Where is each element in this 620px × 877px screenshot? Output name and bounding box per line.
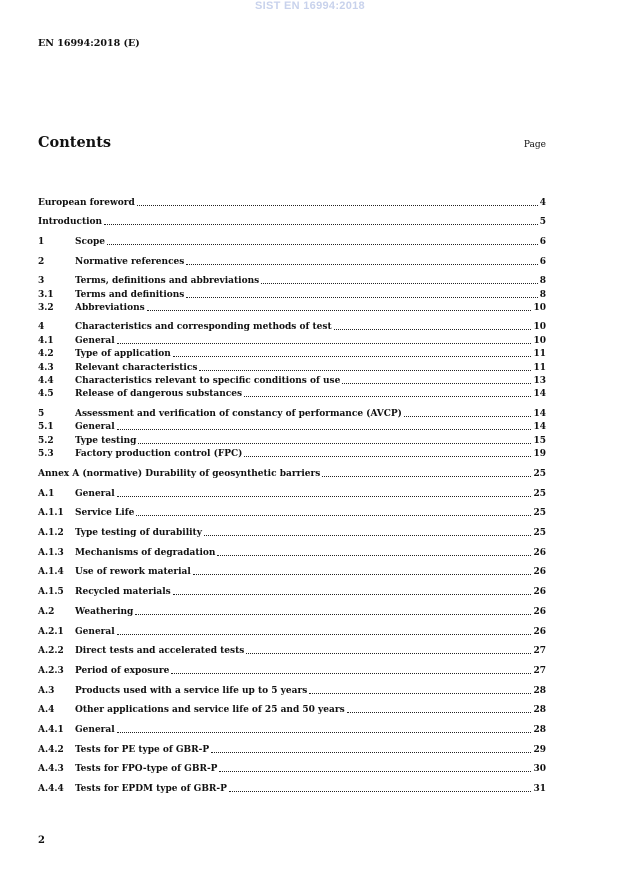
toc-entry[interactable] <box>38 704 546 716</box>
toc-dot-leader <box>193 574 532 575</box>
toc-entry-title: General <box>75 725 115 735</box>
toc-entry-title: Products used with a service life up to 5 years <box>75 686 308 696</box>
toc-entry[interactable] <box>38 348 546 360</box>
toc-entry-title: Type testing of durability <box>75 528 202 538</box>
toc-entry-page: 28 <box>533 686 546 696</box>
toc-entry-number: A.4.4 <box>38 784 64 794</box>
toc-entry-page: 26 <box>533 607 546 617</box>
toc-entry-page: 13 <box>533 376 546 386</box>
toc-entry-number: A.1.2 <box>38 528 64 538</box>
toc-dot-leader <box>342 383 531 384</box>
toc-entry[interactable] <box>38 375 546 387</box>
toc-entry-number: 5.2 <box>38 436 54 446</box>
toc-dot-leader <box>147 310 532 311</box>
toc-entry[interactable] <box>38 527 546 539</box>
toc-dot-leader <box>244 396 531 397</box>
toc-entry[interactable] <box>38 435 546 447</box>
watermark: SIST EN 16994:2018 <box>255 0 365 12</box>
toc-entry[interactable] <box>38 606 546 618</box>
toc-entry-title: Tests for EPDM type of GBR-P <box>75 784 227 794</box>
toc-entry[interactable] <box>38 448 546 460</box>
toc-dot-leader <box>117 496 532 497</box>
toc-dot-leader <box>322 476 531 477</box>
toc-entry-number: 3.1 <box>38 290 54 300</box>
toc-entry-page: 8 <box>539 290 546 300</box>
toc-entry-title: Factory production control (FPC) <box>75 449 243 459</box>
toc-entry-title: Mechanisms of degradation <box>75 548 216 558</box>
toc-entry-number: A.1 <box>38 489 55 499</box>
toc-entry[interactable] <box>38 256 546 268</box>
toc-entry-page: 15 <box>533 436 546 446</box>
toc-entry-title: Direct tests and accelerated tests <box>75 646 245 656</box>
toc-entry-number: 5 <box>38 409 45 419</box>
toc-entry[interactable] <box>38 507 546 519</box>
toc-entry-page: 8 <box>539 276 546 286</box>
toc-dot-leader <box>137 205 538 206</box>
toc-entry-page: 27 <box>533 646 546 656</box>
toc-entry-title: Tests for FPO-type of GBR-P <box>75 764 218 774</box>
toc-entry[interactable] <box>38 645 546 657</box>
toc-entry-title: Use of rework material <box>75 567 191 577</box>
toc-entry-title: Weathering <box>75 607 134 617</box>
toc-entry-page: 11 <box>533 349 546 359</box>
toc-entry[interactable] <box>38 362 546 374</box>
toc-entry-number: 3 <box>38 276 45 286</box>
toc-entry-page: 25 <box>533 528 546 538</box>
toc-entry-title: General <box>75 627 115 637</box>
toc-entry[interactable] <box>38 783 546 795</box>
toc-entry-number: A.2.2 <box>38 646 64 656</box>
toc-entry-title: Terms, definitions and abbreviations <box>75 276 260 286</box>
toc-entry[interactable] <box>38 388 546 400</box>
toc-entry[interactable] <box>38 665 546 677</box>
toc-entry-title: Characteristics relevant to specific conditions of use <box>75 376 341 386</box>
toc-entry-number: A.4.2 <box>38 745 64 755</box>
toc-entry[interactable] <box>38 236 546 248</box>
toc-entry-page: 26 <box>533 627 546 637</box>
toc-entry-page: 6 <box>539 257 546 267</box>
toc-dot-leader <box>244 456 531 457</box>
toc-dot-leader <box>219 771 531 772</box>
toc-entry-number: A.4 <box>38 705 55 715</box>
toc-dot-leader <box>117 343 532 344</box>
toc-entry-page: 14 <box>533 389 546 399</box>
toc-dot-leader <box>186 297 537 298</box>
toc-dot-leader <box>171 673 531 674</box>
toc-entry-number: A.4.1 <box>38 725 64 735</box>
toc-entry-page: 25 <box>533 508 546 518</box>
toc-entry-page: 26 <box>533 567 546 577</box>
toc-entry-number: 1 <box>38 237 45 247</box>
toc-entry-number: 4.5 <box>38 389 54 399</box>
toc-dot-leader <box>211 752 531 753</box>
toc-entry[interactable] <box>38 685 546 697</box>
toc-entry-page: 25 <box>533 469 546 479</box>
toc-dot-leader <box>104 224 538 225</box>
toc-entry-number: 5.1 <box>38 422 54 432</box>
toc-entry-page: 6 <box>539 237 546 247</box>
toc-entry-page: 29 <box>533 745 546 755</box>
toc-entry-number: A.1.1 <box>38 508 64 518</box>
toc-entry[interactable] <box>38 468 546 480</box>
toc-entry-title: Service Life <box>75 508 135 518</box>
toc-entry[interactable] <box>38 626 546 638</box>
toc-entry[interactable] <box>38 488 546 500</box>
toc-entry-title: Assessment and verification of constancy of performance (AVCP) <box>75 409 402 419</box>
toc-dot-leader <box>204 535 532 536</box>
toc-entry-page: 28 <box>533 725 546 735</box>
toc-entry[interactable] <box>38 275 546 287</box>
toc-entry[interactable] <box>38 586 546 598</box>
toc-entry-page: 26 <box>533 548 546 558</box>
toc-entry-number: A.1.4 <box>38 567 64 577</box>
toc-entry[interactable] <box>38 197 546 209</box>
toc-entry[interactable] <box>38 216 546 228</box>
toc-entry-page: 28 <box>533 705 546 715</box>
toc-entry-title: Other applications and service life of 25 and 50 years <box>75 705 345 715</box>
toc-entry-title: Type of application <box>75 349 171 359</box>
toc-entry-page: 19 <box>533 449 546 459</box>
toc-dot-leader <box>173 356 532 357</box>
toc-entry-title: Abbreviations <box>75 303 145 313</box>
toc-entry-page: 10 <box>533 336 546 346</box>
toc-entry[interactable] <box>38 763 546 775</box>
toc-dot-leader <box>347 712 532 713</box>
toc-dot-leader <box>138 443 531 444</box>
toc-entry[interactable] <box>38 547 546 559</box>
contents-heading: Contents <box>38 134 112 151</box>
toc-entry-title: General <box>75 336 115 346</box>
toc-entry-page: 11 <box>533 363 546 373</box>
toc-entry[interactable] <box>38 321 546 333</box>
toc-entry[interactable] <box>38 566 546 578</box>
toc-dot-leader <box>309 693 531 694</box>
toc-entry-page: 31 <box>533 784 546 794</box>
document-reference: EN 16994:2018 (E) <box>38 38 140 49</box>
toc-dot-leader <box>173 594 532 595</box>
toc-entry-page: 10 <box>533 322 546 332</box>
toc-dot-leader <box>136 515 531 516</box>
toc-entry-number: 4.3 <box>38 363 54 373</box>
toc-entry-title: Recycled materials <box>75 587 171 597</box>
toc-entry-number: 3.2 <box>38 303 54 313</box>
toc-entry-page: 26 <box>533 587 546 597</box>
toc-entry-page: 30 <box>533 764 546 774</box>
toc-entry-number: A.2 <box>38 607 55 617</box>
toc-entry-page: 27 <box>533 666 546 676</box>
toc-dot-leader <box>117 634 532 635</box>
toc-entry-title: Release of dangerous substances <box>75 389 243 399</box>
toc-dot-leader <box>246 653 531 654</box>
toc-entry[interactable] <box>38 744 546 756</box>
toc-dot-leader <box>404 416 532 417</box>
toc-entry-page: 5 <box>539 217 546 227</box>
toc-entry-page: 4 <box>539 198 546 208</box>
toc-dot-leader <box>107 244 538 245</box>
toc-entry-title: Scope <box>75 237 106 247</box>
toc-entry-title: Characteristics and corresponding methods of test <box>75 322 332 332</box>
toc-entry-title: Normative references <box>75 257 185 267</box>
toc-entry-number: 4 <box>38 322 45 332</box>
toc-dot-leader <box>117 429 532 430</box>
toc-entry-page: 25 <box>533 489 546 499</box>
toc-entry-number: A.2.1 <box>38 627 64 637</box>
toc-entry[interactable] <box>38 302 546 314</box>
toc-entry-title: Period of exposure <box>75 666 170 676</box>
toc-entry-page: 10 <box>533 303 546 313</box>
toc-entry[interactable] <box>38 335 546 347</box>
toc-entry-number: A.3 <box>38 686 55 696</box>
toc-entry[interactable] <box>38 289 546 301</box>
toc-entry-number: 2 <box>38 257 45 267</box>
toc-entry-title: Tests for PE type of GBR-P <box>75 745 210 755</box>
toc-entry-title: Terms and definitions <box>75 290 185 300</box>
toc-dot-leader <box>217 555 531 556</box>
toc-dot-leader <box>135 614 531 615</box>
toc-entry[interactable] <box>38 421 546 433</box>
toc-dot-leader <box>117 732 532 733</box>
toc-dot-leader <box>186 264 537 265</box>
toc-entry-number: A.4.3 <box>38 764 64 774</box>
toc-entry-number: 4.2 <box>38 349 54 359</box>
toc-entry-page: 14 <box>533 422 546 432</box>
page-column-label: Page <box>523 140 546 150</box>
toc-entry-page: 14 <box>533 409 546 419</box>
toc-entry-title: Type testing <box>75 436 137 446</box>
toc-entry-title: Annex A (normative) Durability of geosynthetic barriers <box>38 469 321 479</box>
toc-entry[interactable] <box>38 724 546 736</box>
toc-dot-leader <box>334 329 532 330</box>
toc-entry-number: 4.4 <box>38 376 54 386</box>
toc-entry-number: 5.3 <box>38 449 54 459</box>
toc-entry-number: A.2.3 <box>38 666 64 676</box>
toc-entry-title: European foreword <box>38 198 135 208</box>
toc-entry-number: A.1.5 <box>38 587 64 597</box>
page-number: 2 <box>38 835 45 846</box>
toc-dot-leader <box>261 283 538 284</box>
toc-entry-number: 4.1 <box>38 336 54 346</box>
toc-entry-title: General <box>75 489 115 499</box>
toc-dot-leader <box>199 370 531 371</box>
toc-dot-leader <box>229 791 532 792</box>
toc-entry-title: General <box>75 422 115 432</box>
toc-entry-number: A.1.3 <box>38 548 64 558</box>
toc-entry[interactable] <box>38 408 546 420</box>
toc-entry-title: Relevant characteristics <box>75 363 198 373</box>
toc-entry-title: Introduction <box>38 217 103 227</box>
